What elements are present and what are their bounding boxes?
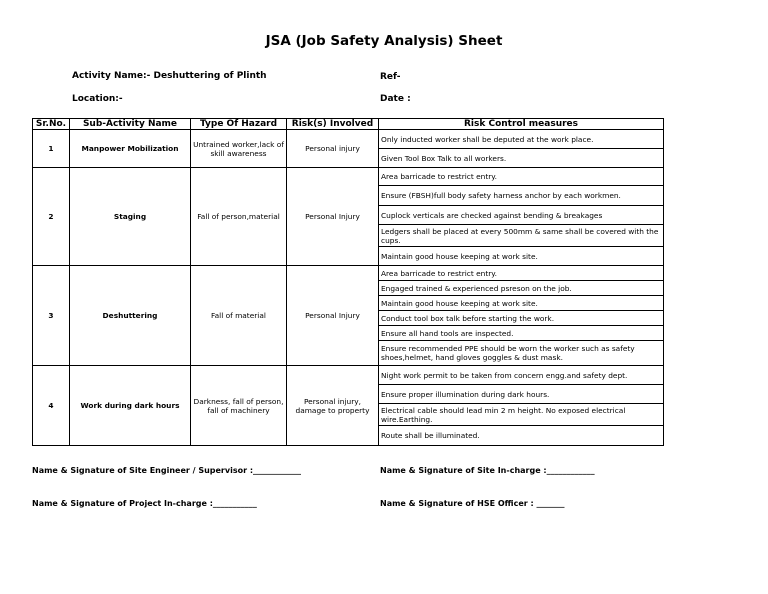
- sub-activity-name: Deshuttering: [70, 266, 191, 366]
- signature-site-incharge: Name & Signature of Site In-charge :____________: [380, 466, 595, 475]
- hazard-type: Darkness, fall of person, fall of machinery: [191, 366, 287, 446]
- control-measure: Ledgers shall be placed at every 500mm & same shall be covered with the cups.: [379, 225, 664, 247]
- control-measure: Engaged trained & experienced psreson on the job.: [379, 281, 664, 296]
- control-measure: Given Tool Box Talk to all workers.: [379, 149, 664, 168]
- control-measure: Only inducted worker shall be deputed at the work place.: [379, 130, 664, 149]
- sr-number: 1: [33, 130, 70, 168]
- sr-number: 4: [33, 366, 70, 446]
- table-row: [33, 366, 664, 385]
- hazard-type: Fall of person,material: [191, 168, 287, 266]
- control-measure: Maintain good house keeping at work site.: [379, 247, 664, 266]
- table-row: [33, 266, 664, 281]
- location-label: Location:-: [72, 94, 123, 104]
- risk-involved: Personal injury, damage to property: [287, 366, 379, 446]
- column-header-risk: Risk(s) Involved: [287, 119, 379, 130]
- ref-label: Ref-: [380, 72, 401, 82]
- signature-site-engineer: Name & Signature of Site Engineer / Supervisor :____________: [32, 466, 302, 475]
- control-measure: Electrical cable should lead min 2 m height. No exposed electrical wire.Earthing.: [379, 404, 664, 426]
- activity-name: Activity Name:- Deshuttering of Plinth: [72, 71, 267, 81]
- sub-activity-name: Manpower Mobilization: [70, 130, 191, 168]
- hazard-type: Fall of material: [191, 266, 287, 366]
- control-measure: Night work permit to be taken from concern engg.and safety dept.: [379, 366, 664, 385]
- control-measure: Ensure all hand tools are inspected.: [379, 326, 664, 341]
- page-title: JSA (Job Safety Analysis) Sheet: [265, 33, 503, 49]
- control-measure: Route shall be illuminated.: [379, 426, 664, 446]
- signature-project-incharge: Name & Signature of Project In-charge :___________: [32, 499, 257, 508]
- risk-involved: Personal injury: [287, 130, 379, 168]
- jsa-table: [32, 118, 664, 446]
- column-header-hazard: Type Of Hazard: [191, 119, 287, 130]
- control-measure: Conduct tool box talk before starting the work.: [379, 311, 664, 326]
- control-measure: Ensure (FBSH)full body safety harness anchor by each workmen.: [379, 186, 664, 206]
- risk-involved: Personal Injury: [287, 168, 379, 266]
- table-row: [33, 168, 664, 186]
- control-measure: Area barricade to restrict entry.: [379, 168, 664, 186]
- table-row: [33, 130, 664, 149]
- control-measure: Ensure proper illumination during dark hours.: [379, 385, 664, 404]
- sub-activity-name: Staging: [70, 168, 191, 266]
- control-measure: Maintain good house keeping at work site.: [379, 296, 664, 311]
- sub-activity-name: Work during dark hours: [70, 366, 191, 446]
- control-measure: Area barricade to restrict entry.: [379, 266, 664, 281]
- sr-number: 3: [33, 266, 70, 366]
- sr-number: 2: [33, 168, 70, 266]
- column-header-control: Risk Control measures: [379, 119, 664, 130]
- table-header-row: [33, 119, 664, 130]
- signature-hse-officer: Name & Signature of HSE Officer : _______: [380, 499, 565, 508]
- control-measure: Cuplock verticals are checked against bending & breakages: [379, 206, 664, 225]
- column-header-sr: Sr.No.: [33, 119, 70, 130]
- date-label: Date :: [380, 94, 411, 104]
- hazard-type: Untrained worker,lack of skill awareness: [191, 130, 287, 168]
- control-measure: Ensure recommended PPE should be worn the worker such as safety shoes,helmet, hand gloves goggles & dust mask.: [379, 341, 664, 366]
- risk-involved: Personal Injury: [287, 266, 379, 366]
- column-header-sub-activity: Sub-Activity Name: [70, 119, 191, 130]
